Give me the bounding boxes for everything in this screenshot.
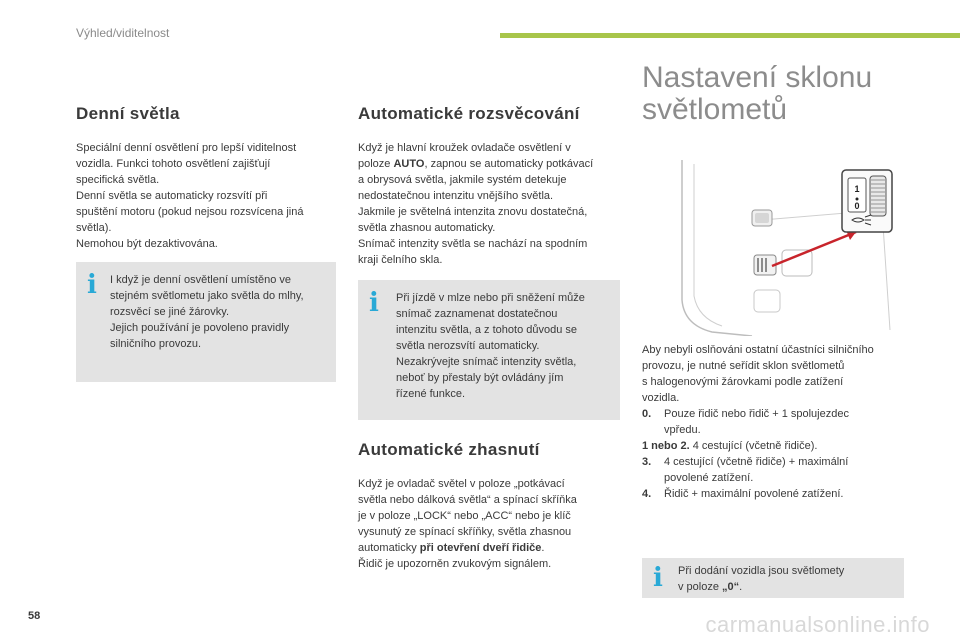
header-accent-bar [500, 33, 960, 38]
header-title: Výhled/viditelnost [76, 26, 170, 40]
leveling-text [642, 342, 912, 502]
section-headlamp-leveling [642, 62, 904, 146]
leveling-intro: Aby nebyli oslňováni ostatní účastníci silničního provozu, je nutné seřídit sklon světlometů s halogenovými žárovkami podle zatížení vozidla. [642, 344, 874, 404]
dial-label-1: 1 [854, 184, 860, 194]
info-icon: i [87, 270, 97, 300]
page-title: Nastavení sklonu světlometů [642, 61, 873, 126]
note-text: I když je denní osvětlení umístěno ve stejném světlometu jako světla do mlhy, rozsvěcí se jiné žárovky. Jejich používání je povoleno pravidly silničního provozu. [110, 274, 304, 350]
section-title: Automatické zhasnutí [358, 440, 540, 459]
section-title: Denní světla [76, 104, 180, 123]
pointer-arrow [772, 232, 856, 266]
section-auto-lighting [358, 104, 620, 268]
info-icon: i [369, 288, 379, 318]
note-text: Při dodání vozidla jsou světlomety v poloze „0“. [678, 565, 845, 593]
page-number: 58 [28, 610, 41, 622]
note-box-leveling [642, 558, 904, 598]
list-item: 1 nebo 2. 4 cestující (včetně řidiče). [642, 440, 818, 452]
note-box-auto-lighting [358, 280, 620, 420]
dial-label-0: 0 [854, 201, 860, 211]
list-item: 0. Pouze řidič nebo řidič + 1 spolujezdec vpředu. [642, 408, 849, 436]
note-text: Při jízdě v mlze nebo při sněžení může snímač zaznamenat dostatečnou intenzitu světla, a z tohoto důvodu se světla nerozsvítí automaticky. Nezakrývejte snímač intenzity světla, neboť by přestaly být ovládány jím řízené funkce. [396, 292, 585, 400]
auto-lighting-text: Když je hlavní kroužek ovladače osvětlení v poloze AUTO, zapnou se automaticky potkávací a obrysová světla, jakmile systém detekuje nedostatečnou intenzitu vnějšího světla. Jakmile je světelná intenzita znovu dostatečná, světla zhasnou automaticky. Snímač intenzity světla se nachází na spodním kraji čelního skla. [358, 142, 594, 266]
info-icon: i [653, 563, 663, 593]
section-title: Automatické rozsvěcování [358, 104, 580, 123]
note-box-daytime [76, 262, 336, 382]
section-auto-off [358, 440, 620, 572]
list-item: 4. Řidič + maximální povolené zatížení. [642, 488, 844, 500]
daytime-lights-text: Speciální denní osvětlení pro lepší viditelnost vozidla. Funkci tohoto osvětlení zajišťují specifická světla. Denní světla se automaticky rozsvítí při spuštění motoru (pokud nejsou rozsvícena jiná světla). Nemohou být dezaktivována. [76, 142, 304, 250]
section-daytime-lights [76, 104, 338, 252]
headlamp-leveling-illustration [642, 150, 904, 336]
list-item: 3. 4 cestující (včetně řidiče) + maximální povolené zatížení. [642, 456, 849, 484]
watermark: carmanualsonline.info [705, 612, 930, 637]
auto-off-text: Když je ovladač světel v poloze „potkávací světla nebo dálková světla“ a spínací skříňka je v poloze „LOCK“ nebo „ACC“ nebo je klíč vysunutý ze spínací skříňky, světla zhasnou automaticky při otevření dveří řidiče. Řidič je upozorněn zvukovým signálem. [358, 478, 577, 570]
